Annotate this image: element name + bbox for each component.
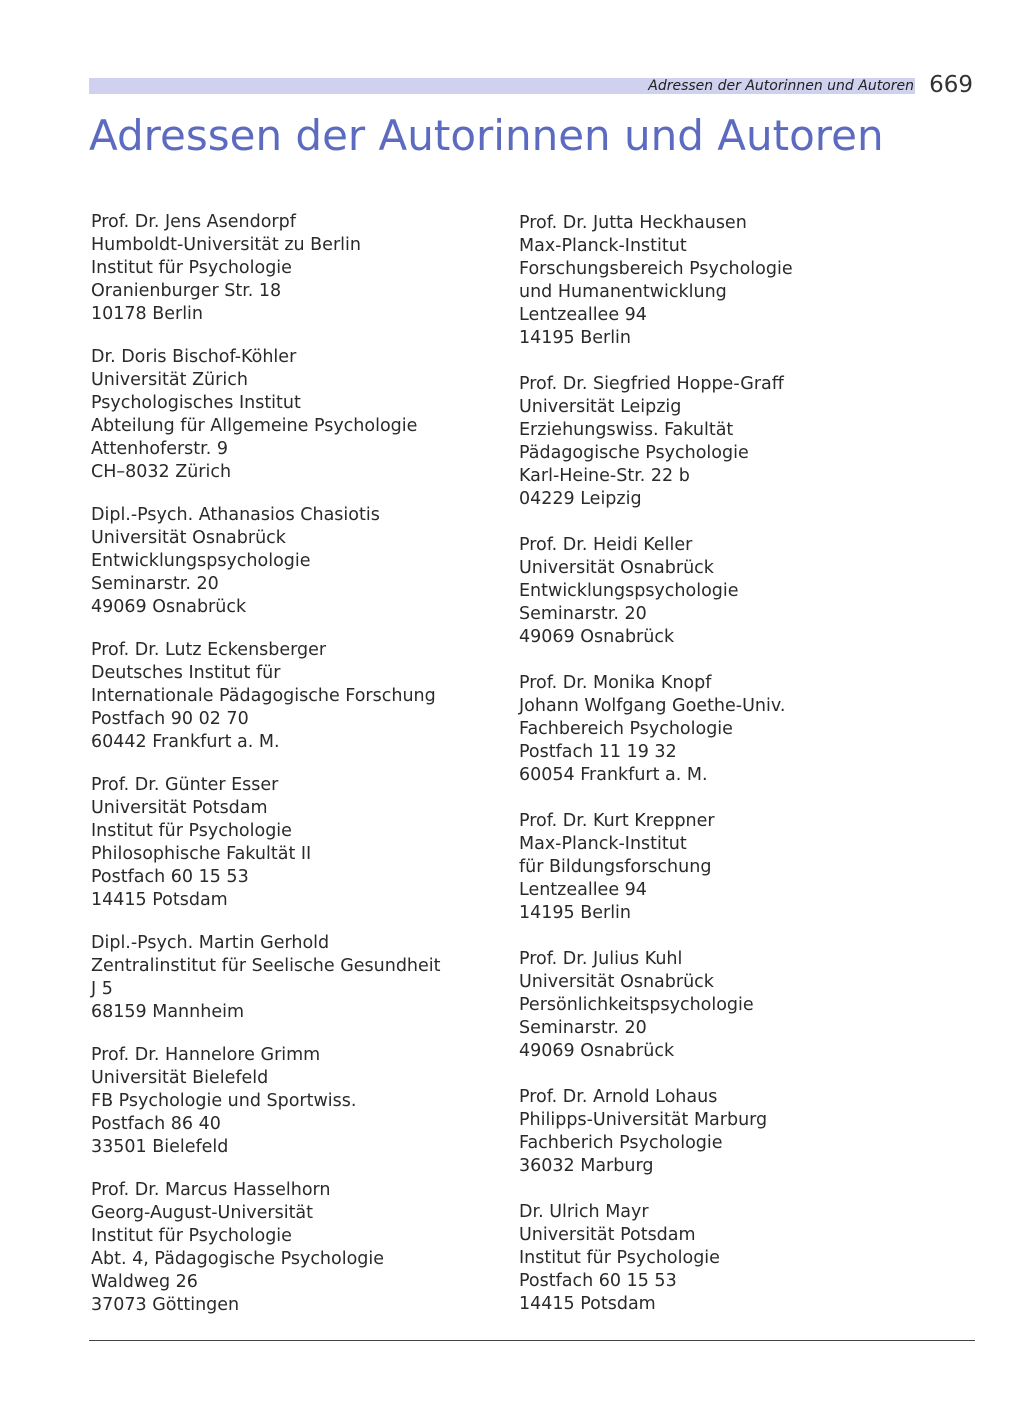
address-line: und Humanentwicklung	[519, 282, 727, 302]
author-name: Prof. Dr. Julius Kuhl	[519, 949, 683, 969]
address-line: für Bildungsforschung	[519, 857, 712, 877]
address-entry	[91, 1044, 511, 1159]
author-name: Prof. Dr. Jens Asendorpf	[91, 212, 296, 232]
address-entry	[519, 534, 939, 649]
address-line: Waldweg 26	[91, 1272, 198, 1292]
address-line: Georg-August-Universität	[91, 1203, 314, 1223]
address-line: Postfach 60 15 53	[519, 1271, 677, 1291]
address-line: FB Psychologie und Sportwiss.	[91, 1091, 357, 1111]
address-entry	[91, 504, 511, 619]
author-name: Prof. Dr. Siegfried Hoppe-Graff	[519, 374, 784, 394]
address-line: Fachbereich Psychologie	[519, 719, 733, 739]
address-line: Universität Osnabrück	[519, 558, 714, 578]
address-line: Institut für Psychologie	[519, 1248, 720, 1268]
page-title: Adressen der Autorinnen und Autoren	[89, 111, 884, 160]
address-line: Fachberich Psychologie	[519, 1133, 723, 1153]
running-head	[89, 72, 975, 98]
address-line: Deutsches Institut für	[91, 663, 281, 683]
address-line: Abteilung für Allgemeine Psychologie	[91, 416, 418, 436]
author-name: Prof. Dr. Arnold Lohaus	[519, 1087, 718, 1107]
address-line: Erziehungswiss. Fakultät	[519, 420, 734, 440]
author-name: Dr. Ulrich Mayr	[519, 1202, 649, 1222]
author-name: Prof. Dr. Günter Esser	[91, 775, 279, 795]
author-name: Dipl.-Psych. Athanasios Chasiotis	[91, 505, 380, 525]
address-line: Lentzeallee 94	[519, 880, 647, 900]
address-line: Psychologisches Institut	[91, 393, 301, 413]
address-entry	[519, 672, 939, 787]
address-line: Max-Planck-Institut	[519, 834, 687, 854]
author-name: Prof. Dr. Lutz Eckensberger	[91, 640, 327, 660]
address-line: Zentralinstitut für Seelische Gesundheit	[91, 956, 441, 976]
address-line: 36032 Marburg	[519, 1156, 654, 1176]
address-entry	[519, 810, 939, 925]
address-line: Universität Potsdam	[519, 1225, 696, 1245]
address-line: 04229 Leipzig	[519, 489, 642, 509]
address-line: 37073 Göttingen	[91, 1295, 240, 1315]
author-name: Prof. Dr. Kurt Kreppner	[519, 811, 715, 831]
address-entry	[91, 1179, 511, 1317]
address-line: Universität Potsdam	[91, 798, 268, 818]
address-line: 60054 Frankfurt a. M.	[519, 765, 708, 785]
address-line: 68159 Mannheim	[91, 1002, 245, 1022]
page-number: 669	[929, 72, 973, 98]
address-line: Humboldt-Universität zu Berlin	[91, 235, 361, 255]
address-line: 14195 Berlin	[519, 903, 632, 923]
address-line: Universität Bielefeld	[91, 1068, 269, 1088]
address-line: Persönlichkeitspsychologie	[519, 995, 754, 1015]
address-line: Postfach 11 19 32	[519, 742, 677, 762]
address-line: Institut für Psychologie	[91, 821, 292, 841]
author-name: Prof. Dr. Monika Knopf	[519, 673, 712, 693]
address-line: Seminarstr. 20	[519, 604, 647, 624]
address-line: Johann Wolfgang Goethe-Univ.	[519, 696, 786, 716]
address-line: CH–8032 Zürich	[91, 462, 232, 482]
address-line: J 5	[91, 979, 113, 999]
author-name: Prof. Dr. Heidi Keller	[519, 535, 693, 555]
address-line: Philosophische Fakultät II	[91, 844, 312, 864]
address-entry	[519, 1086, 939, 1178]
address-line: Entwicklungspsychologie	[519, 581, 739, 601]
address-line: Postfach 60 15 53	[91, 867, 249, 887]
address-line: Internationale Pädagogische Forschung	[91, 686, 436, 706]
address-line: Postfach 90 02 70	[91, 709, 249, 729]
address-line: Max-Planck-Institut	[519, 236, 687, 256]
address-entry	[91, 211, 511, 326]
running-head-title: Adressen der Autorinnen und Autoren	[648, 78, 914, 94]
address-entry	[91, 932, 511, 1024]
address-line: 14415 Potsdam	[91, 890, 228, 910]
address-line: Entwicklungspsychologie	[91, 551, 311, 571]
address-line: 60442 Frankfurt a. M.	[91, 732, 280, 752]
address-line: Forschungsbereich Psychologie	[519, 259, 793, 279]
address-line: Lentzeallee 94	[519, 305, 647, 325]
address-line: 14415 Potsdam	[519, 1294, 656, 1314]
address-line: Pädagogische Psychologie	[519, 443, 749, 463]
address-line: Philipps-Universität Marburg	[519, 1110, 768, 1130]
author-name: Prof. Dr. Marcus Hasselhorn	[91, 1180, 331, 1200]
address-entry	[91, 346, 511, 484]
address-line: 49069 Osnabrück	[519, 627, 675, 647]
address-line: 10178 Berlin	[91, 304, 204, 324]
address-line: Karl-Heine-Str. 22 b	[519, 466, 690, 486]
address-line: Universität Zürich	[91, 370, 248, 390]
address-line: Attenhoferstr. 9	[91, 439, 228, 459]
address-entry	[91, 774, 511, 912]
address-line: 14195 Berlin	[519, 328, 632, 348]
address-line: Abt. 4, Pädagogische Psychologie	[91, 1249, 385, 1269]
address-line: Universität Leipzig	[519, 397, 682, 417]
address-line: Seminarstr. 20	[91, 574, 219, 594]
address-line: Institut für Psychologie	[91, 258, 292, 278]
address-entry	[519, 948, 939, 1063]
footer-rule	[89, 1340, 975, 1341]
address-line: Oranienburger Str. 18	[91, 281, 282, 301]
address-entry	[519, 1201, 939, 1316]
address-line: Institut für Psychologie	[91, 1226, 292, 1246]
author-name: Dr. Doris Bischof-Köhler	[91, 347, 297, 367]
author-name: Prof. Dr. Hannelore Grimm	[91, 1045, 321, 1065]
address-entry	[519, 373, 939, 511]
address-entry	[519, 212, 939, 350]
address-line: Universität Osnabrück	[91, 528, 286, 548]
address-entry	[91, 639, 511, 754]
address-column-left	[91, 211, 511, 1337]
author-name: Prof. Dr. Jutta Heckhausen	[519, 213, 747, 233]
address-line: 49069 Osnabrück	[91, 597, 247, 617]
address-line: 33501 Bielefeld	[91, 1137, 229, 1157]
address-line: 49069 Osnabrück	[519, 1041, 675, 1061]
author-name: Dipl.-Psych. Martin Gerhold	[91, 933, 330, 953]
address-line: Universität Osnabrück	[519, 972, 714, 992]
address-line: Seminarstr. 20	[519, 1018, 647, 1038]
address-line: Postfach 86 40	[91, 1114, 221, 1134]
address-column-right	[519, 212, 939, 1339]
